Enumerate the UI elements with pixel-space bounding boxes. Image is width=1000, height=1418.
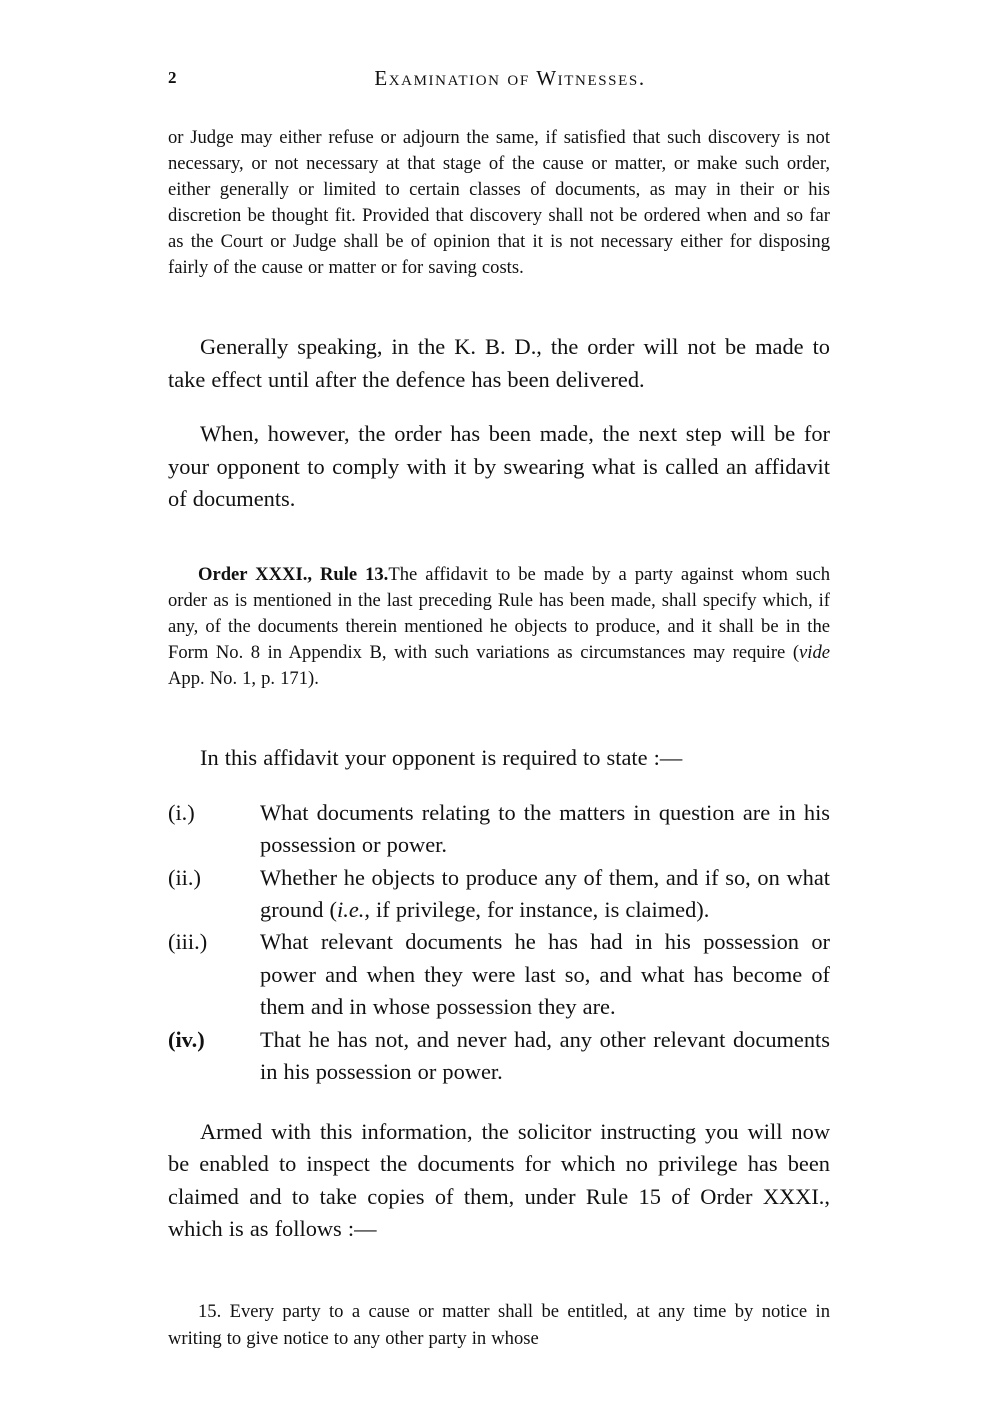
affidavit-requirements-list xyxy=(168,797,830,1089)
list-item xyxy=(168,1024,830,1089)
list-item xyxy=(168,926,830,1023)
list-item-marker: (i.) xyxy=(168,799,195,825)
page-number: 2 xyxy=(168,68,177,87)
rule-13-body-second: App. No. 1, p. 171). xyxy=(168,667,319,689)
list-item xyxy=(168,862,830,927)
rule-13-lead: Order XXXI., Rule 13. xyxy=(198,563,389,585)
list-item-text: What documents relating to the matters in question are in his possession or power. xyxy=(260,799,830,858)
rule-13-body-first: The affidavit to be made by a party against whom such order as is mentioned in the last preceding Rule has been made, shall specify which, if any, of the documents therein mentioned he objects to produce, and it shall be in the Form No. 8 in Appendix B, with such variations as circumstances may require ( xyxy=(168,563,830,663)
list-item-text: Whether he objects to produce any of them, and if so, on what ground ( xyxy=(260,864,830,923)
list-item-text-continued: , if privilege, for instance, is claimed). xyxy=(364,897,710,923)
list-item-marker: (iii.) xyxy=(168,929,208,955)
text-column xyxy=(168,60,830,1370)
list-item-marker: (iv.) xyxy=(168,1026,205,1052)
paragraph-in-this-affidavit: In this affidavit your opponent is required to state :— xyxy=(200,745,683,770)
list-item-marker: (ii.) xyxy=(168,864,201,890)
running-head xyxy=(168,60,830,106)
paragraph-armed-with: Armed with this information, the solicitor instructing you will now be enabled to inspect the documents for which no privilege has been claimed and to take copies of them, under Rule 15 of Order XXXI., which is as follows :— xyxy=(168,1118,830,1242)
list-item-text: What relevant documents he has had in his possession or power and when they were last so, and what has become of them and in whose possession they are. xyxy=(260,929,830,1020)
list-item-italic: i.e. xyxy=(337,897,365,923)
rule-13-block xyxy=(168,562,830,692)
paragraph-when-however: When, however, the order has been made, the next step will be for your opponent to comply with it by swearing what is called an affidavit of documents. xyxy=(168,421,830,512)
rule-13-vide: vide xyxy=(799,641,830,663)
list-item-text: That he has not, and never had, any other relevant documents in his possession or power. xyxy=(260,1026,830,1085)
paragraph-generally-speaking: Generally speaking, in the K. B. D., the order will not be made to take effect until after the defence has been delivered. xyxy=(168,334,830,392)
statute-paragraph-bottom: 15. Every party to a cause or matter shall be entitled, at any time by notice in writing to give notice to any other party in whose xyxy=(168,1301,830,1349)
list-item xyxy=(168,797,830,862)
running-head-title: Examination of Witnesses. xyxy=(374,66,646,90)
statute-paragraph-top: or Judge may either refuse or adjourn the same, if satisfied that such discovery is not necessary, or not necessary at that stage of the cause or matter, or make such order, either generally or limited to certain classes of documents, as may in their or his discretion be thought fit. Provided that discovery shall not be ordered when and so far as the Court or Judge shall be of opinion that it is not necessary either for disposing fairly of the cause or matter or for saving costs. xyxy=(168,126,830,279)
